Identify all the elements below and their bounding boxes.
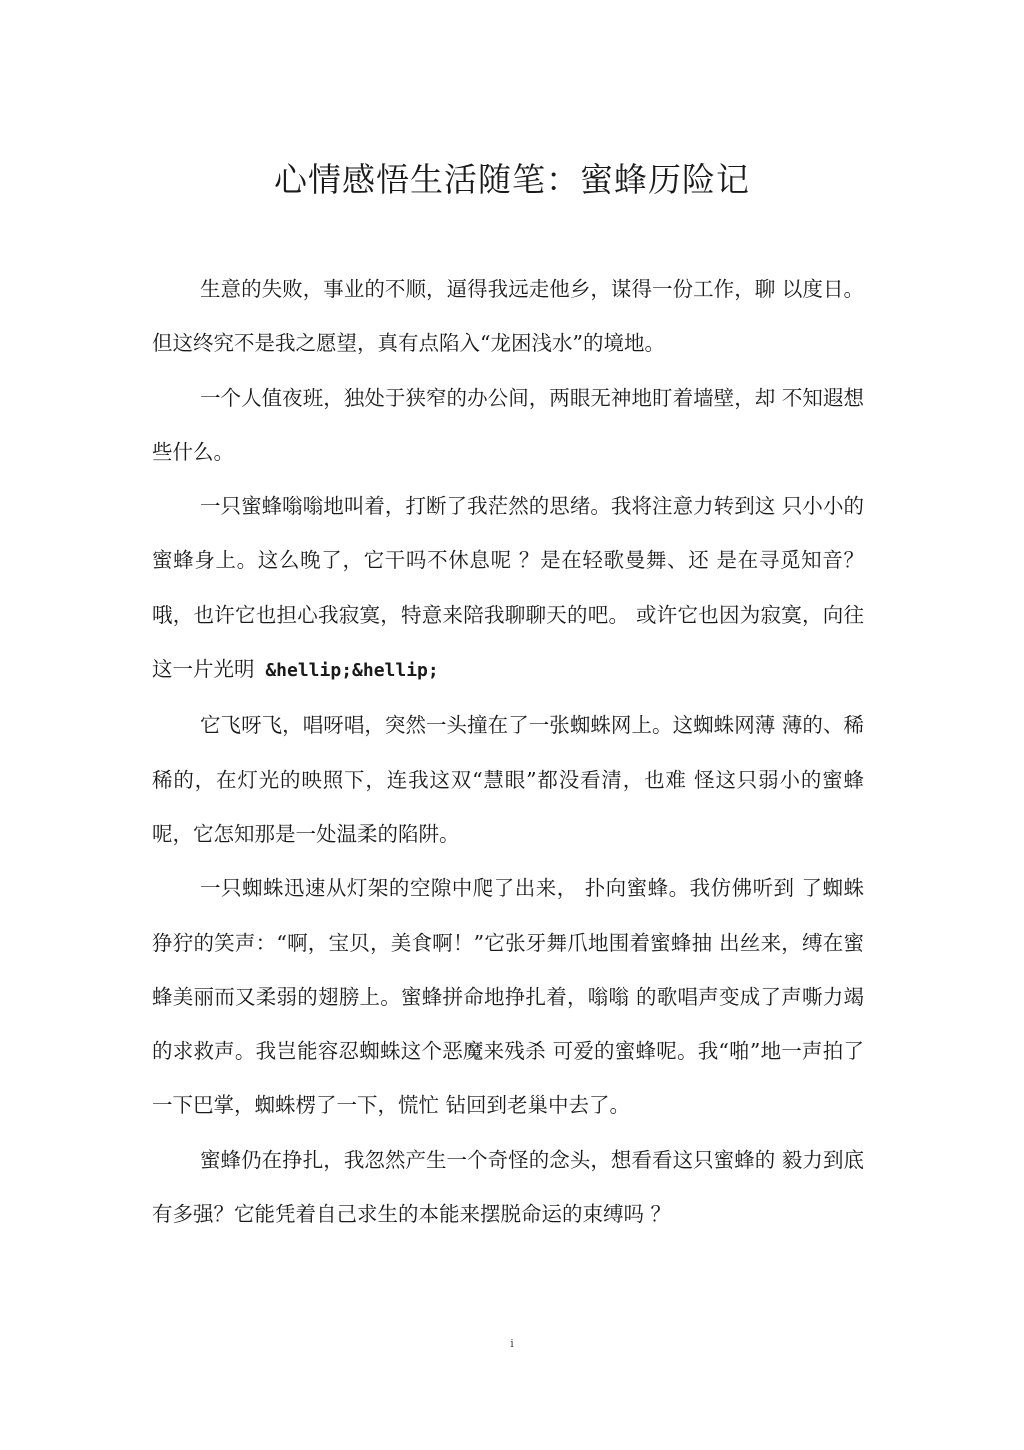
- paragraph-3: [152, 479, 864, 698]
- paragraph-5: 一只蜘蛛迅速从灯架的空隙中爬了出来， 扑向蜜蜂。我仿佛听到 了蜘蛛狰狞的笑声：“啊，宝贝，美食啊！”它张牙舞爪地围着蜜蜂抽 出丝来，缚在蜜蜂美丽而又柔弱的翅膀上。蜜蜂拼命地挣扎着，嗡嗡 的歌唱声变成了声嘶力竭的求救声。我岂能容忍蜘蛛这个恶魔来残杀 可爱的蜜蜂呢。我“啪”地一声拍了一下巴掌，蜘蛛楞了一下，慌忙 钻回到老巢中去了。: [152, 876, 864, 1118]
- paragraph-1: 生意的失败，事业的不顺，逼得我远走他乡，谋得一份工作，聊 以度日。但这终究不是我之愿望，真有点陷入“龙困浅水”的境地。: [152, 277, 864, 356]
- escaped-ellipsis-text: &hellip;&hellip;: [254, 660, 439, 682]
- document-title: 心情感悟生活随笔：蜜蜂历险记: [274, 160, 750, 199]
- paragraph-2: 一个人值夜班，独处于狭窄的办公间，两眼无神地盯着墙壁，却 不知遐想些什么。: [152, 385, 864, 464]
- document-body: [152, 262, 864, 1241]
- page-number: i: [510, 1337, 514, 1350]
- paragraph-6: 蜜蜂仍在挣扎，我忽然产生一个奇怪的念头，想看看这只蜜蜂的 毅力到底有多强？它能凭着自己求生的本能来摆脱命运的束缚吗 ？: [152, 1147, 864, 1227]
- paragraph-3-text: 一只蜜蜂嗡嗡地叫着，打断了我茫然的思绪。我将注意力转到这 只小小的蜜蜂身上。这么晚了，它干吗不休息呢 ？是在轻歌曼舞、还 是在寻觅知音？哦，也许它也担心我寂寞，特意来陪我聊聊天的吧。 或许它也因为寂寞，向往这一片光明: [152, 494, 864, 682]
- paragraph-4: 它飞呀飞，唱呀唱，突然一头撞在了一张蜘蛛网上。这蜘蛛网薄 薄的、稀稀的，在灯光的映照下，连我这双“慧眼”都没看清，也难 怪这只弱小的蜜蜂呢，它怎知那是一处温柔的陷阱。: [152, 713, 864, 846]
